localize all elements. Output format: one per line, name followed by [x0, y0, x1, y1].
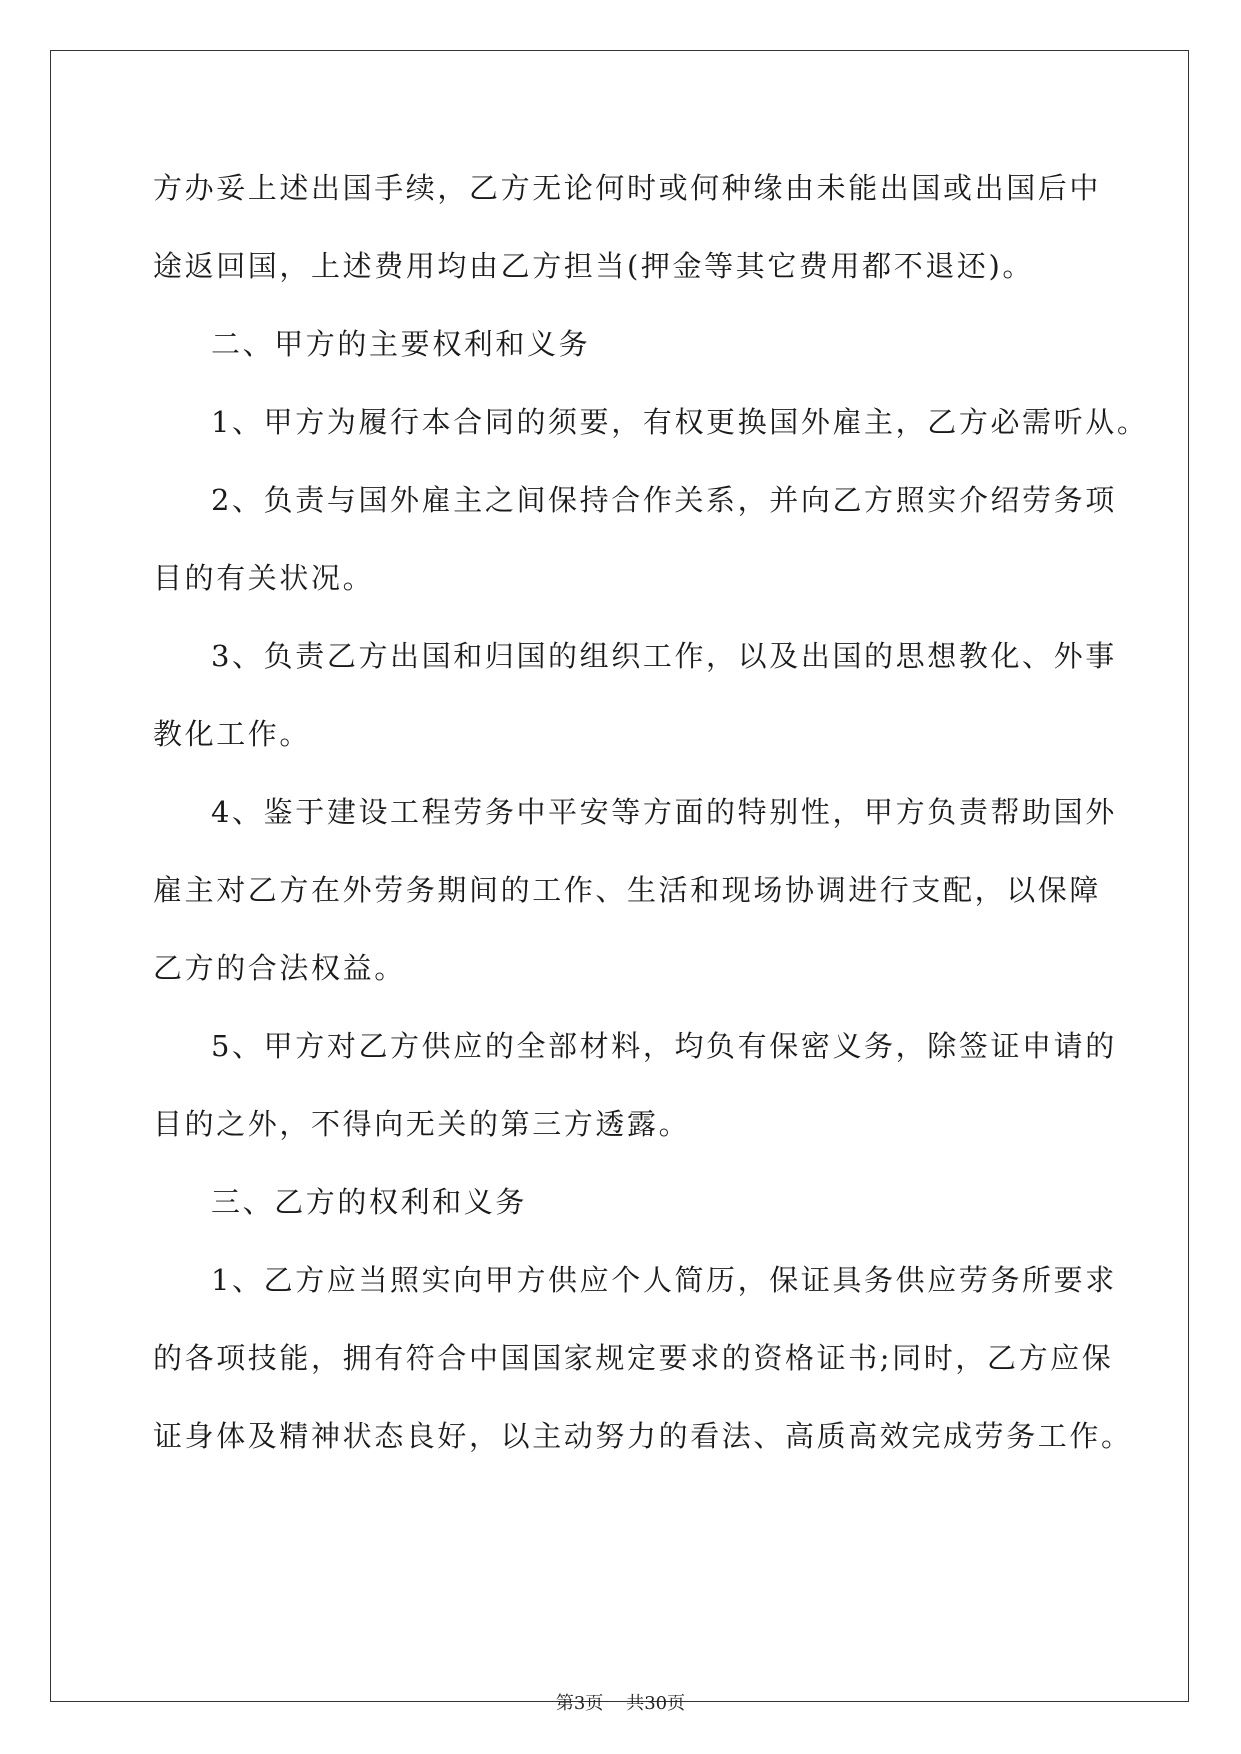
section-heading: 二、甲方的主要权利和义务	[211, 327, 591, 361]
page-footer	[0, 1693, 1241, 1715]
paragraph-line: 1、甲方为履行本合同的须要，有权更换国外雇主，乙方必需听从。	[211, 405, 1149, 439]
paragraph-line: 目的有关状况。	[153, 561, 375, 595]
paragraph-line: 1、乙方应当照实向甲方供应个人简历，保证具务供应劳务所要求	[211, 1263, 1117, 1297]
footer-spacer	[603, 1693, 626, 1714]
paragraph-line: 的各项技能，拥有符合中国国家规定要求的资格证书;同时，乙方应保	[153, 1341, 1114, 1375]
paragraph-line: 3、负责乙方出国和归国的组织工作，以及出国的思想教化、外事	[211, 639, 1117, 673]
paragraph-line: 目的之外，不得向无关的第三方透露。	[153, 1107, 691, 1141]
total-prefix: 共	[626, 1693, 645, 1714]
paragraph-line: 雇主对乙方在外劳务期间的工作、生活和现场协调进行支配，以保障	[153, 873, 1102, 907]
page-prefix: 第	[555, 1693, 574, 1714]
paragraph-line: 途返回国，上述费用均由乙方担当(押金等其它费用都不退还)。	[153, 249, 1035, 283]
total-suffix: 页	[667, 1693, 686, 1714]
section-heading: 三、乙方的权利和义务	[211, 1185, 528, 1219]
paragraph-line: 2、负责与国外雇主之间保持合作关系，并向乙方照实介绍劳务项	[211, 483, 1117, 517]
total-pages: 30	[644, 1693, 668, 1714]
paragraph-line: 方办妥上述出国手续，乙方无论何时或何种缘由未能出国或出国后中	[153, 171, 1102, 205]
paragraph-line: 4、鉴于建设工程劳务中平安等方面的特别性，甲方负责帮助国外	[211, 795, 1117, 829]
paragraph-line: 乙方的合法权益。	[153, 951, 406, 985]
paragraph-line: 教化工作。	[153, 717, 312, 751]
page-suffix: 页	[585, 1693, 604, 1714]
page-number: 3	[573, 1693, 586, 1714]
paragraph-line: 证身体及精神状态良好，以主动努力的看法、高质高效完成劳务工作。	[153, 1419, 1133, 1453]
paragraph-line: 5、甲方对乙方供应的全部材料，均负有保密义务，除签证申请的	[211, 1029, 1117, 1063]
